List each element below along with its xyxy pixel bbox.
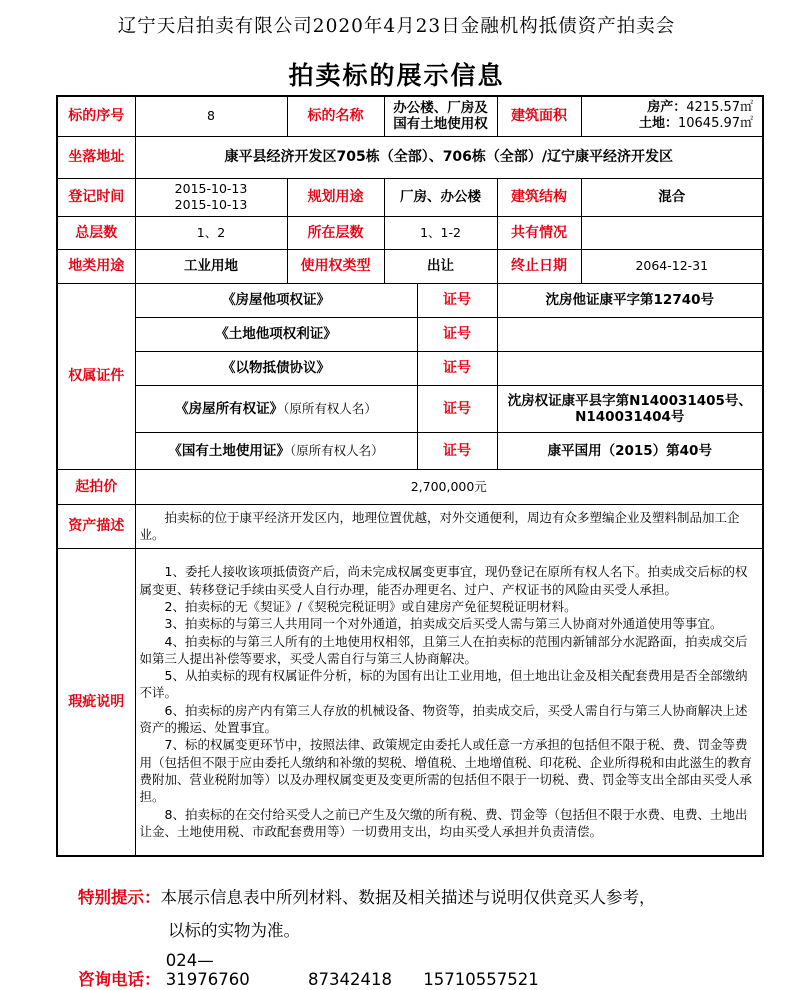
phone-label: 咨询电话：: [78, 970, 161, 989]
land-area-label: 土地：: [638, 116, 678, 132]
house-area-value: 4215.57㎡: [686, 100, 754, 116]
start-price-value: 2,700,000元: [135, 469, 763, 504]
notice-line-2: 以标的实物为准。: [168, 921, 300, 940]
area-values: [581, 96, 763, 136]
land-area: [585, 116, 760, 132]
land-use-label: 地类用途: [57, 249, 135, 283]
house-area-label: 房产：: [647, 100, 687, 116]
special-notice: [78, 884, 656, 908]
cert-name: 《以物抵债协议》: [135, 351, 417, 385]
shared-label: 共有情况: [497, 216, 581, 249]
cert-owner-note: （原所有权人名）: [283, 400, 377, 416]
cert-name: 《房屋他项权证》: [135, 283, 417, 317]
reg-time-label: 登记时间: [57, 178, 135, 216]
cert-no-label: 证号: [417, 351, 497, 385]
lot-info-table: [56, 95, 764, 857]
cert-no-value: [497, 351, 763, 385]
usage-label: 规划用途: [287, 178, 384, 216]
lot-no-value: 8: [135, 96, 287, 136]
page-title: 拍卖标的展示信息: [288, 61, 505, 90]
land-use-value: 工业用地: [135, 249, 287, 283]
table-row: [57, 216, 763, 249]
table-row: [57, 96, 763, 136]
cert-name: [135, 432, 417, 469]
end-date-label: 终止日期: [497, 249, 581, 283]
cert-owner-note: （原所有权人名）: [289, 442, 384, 458]
certs-label: 权属证件: [57, 283, 135, 469]
lot-name-label: 标的名称: [287, 96, 384, 136]
cert-no-value: 康平国用（2015）第40号: [497, 432, 763, 469]
location-label: 坐落地址: [57, 136, 135, 178]
land-area-value: 10645.97㎡: [677, 116, 754, 132]
defects-label: 瑕疵说明: [57, 548, 135, 856]
table-row: [57, 504, 763, 548]
defects-content: [135, 548, 763, 856]
reg-time-2: 2015-10-13: [174, 197, 248, 212]
notice-label: 特别提示：: [78, 888, 161, 907]
defect-item: 6、拍卖标的房产内有第三人存放的机械设备、物资等，拍卖成交后，买受人需自行与第三人协商解决上述资产的搬运、处置事宜。: [139, 702, 748, 736]
shared-value: [581, 216, 763, 249]
defect-item: 3、拍卖标的与第三人共用同一个对外通道，拍卖成交后买受人需与第三人协商对外通道使用等事宜。: [164, 616, 723, 632]
reg-time-value: [135, 178, 287, 216]
right-type-label: 使用权类型: [287, 249, 384, 283]
cert-no-label: 证号: [417, 432, 497, 469]
cert-no-line-2: N140031404号: [575, 408, 685, 425]
usage-value: 厂房、办公楼: [384, 178, 497, 216]
floors-value: 1、2: [135, 216, 287, 249]
defect-item: 1、委托人接收该项抵债资产后，尚未完成权属变更事宜，现仍登记在原所有权人名下。拍卖成交后标的权属变更、转移登记手续由买受人自行办理，能否办理更名、过户、产权证书的风险由买受人承担。: [139, 564, 748, 597]
table-row: [57, 136, 763, 178]
cert-name: [135, 385, 417, 432]
floor-label: 所在层数: [287, 216, 384, 249]
table-row: [57, 469, 763, 504]
cert-title: 《房屋所有权证》: [175, 400, 284, 417]
defect-item: 7、标的权属变更环节中，按照法律、政策规定由委托人或任意一方承担的包括但不限于税、费、罚金等费用（包括但不限于应由委托人缴纳和补缴的契税、增值税、土地增值税、印花税、企业所得税和由此滋生的教育费附加、营业税附加等）以及办理权属变更及变更所需的包括但不限于一切税、费、罚金等支出全部由买受人承担。: [139, 737, 753, 805]
table-row: [57, 249, 763, 283]
cert-no-value: [497, 317, 763, 351]
reg-time-1: 2015-10-13: [174, 181, 248, 196]
table-row: [57, 178, 763, 216]
defect-item: 5、从拍卖标的现有权属证件分析，标的为国有出让工业用地，但土地出让金及相关配套费用是否全部缴纳不详。: [139, 668, 748, 701]
lot-no-label: 标的序号: [57, 96, 135, 136]
contact-phones: [78, 951, 539, 990]
cert-no-label: 证号: [417, 317, 497, 351]
structure-label: 建筑结构: [497, 178, 581, 216]
asset-desc-text: 拍卖标的位于康平经济开发区内，地理位置优越，对外交通便利，周边有众多塑编企业及塑料制品加工企业。: [139, 509, 740, 542]
asset-desc-label: 资产描述: [57, 504, 135, 548]
notice-line-1: 本展示信息表中所列材料、数据及相关描述与说明仅供竞买人参考，: [160, 888, 656, 907]
structure-value: 混合: [581, 178, 763, 216]
floors-label: 总层数: [57, 216, 135, 249]
end-date-value: 2064-12-31: [581, 249, 763, 283]
cert-no-value: 沈房他证康平字第12740号: [497, 283, 763, 317]
asset-desc-value: [135, 504, 763, 548]
table-row: [57, 317, 763, 351]
defect-item: 4、拍卖标的与第三人所有的土地使用权相邻，且第三人在拍卖标的范围内新铺部分水泥路面，拍卖成交后如第三人提出补偿等要求，买受人需自行与第三人协商解决。: [139, 633, 748, 666]
phone-number: 024—31976760: [165, 951, 250, 989]
area-label: 建筑面积: [497, 96, 581, 136]
right-type-value: 出让: [384, 249, 497, 283]
cert-name: 《土地他项权利证》: [135, 317, 417, 351]
cert-no-value: [497, 385, 763, 432]
location-value: 康平县经济开发区705栋（全部）、706栋（全部）/辽宁康平经济开发区: [135, 136, 763, 178]
start-price-label: 起拍价: [57, 469, 135, 504]
table-row: [57, 351, 763, 385]
house-area: [585, 100, 760, 116]
defect-item: 2、拍卖标的无《契证》/《契税完税证明》或自建房产免征契税证明材料。: [164, 598, 577, 614]
lot-name-value: 办公楼、厂房及国有土地使用权: [384, 96, 497, 136]
auction-company-title: 辽宁天启拍卖有限公司2020年4月23日金融机构抵债资产拍卖会: [117, 16, 676, 37]
phone-number: 15710557521: [423, 970, 539, 989]
cert-no-line-1: 沈房权证康平县字第N140031405号、: [507, 392, 752, 409]
table-row: [57, 548, 763, 856]
cert-no-label: 证号: [417, 283, 497, 317]
floor-value: 1、1-2: [384, 216, 497, 249]
table-row: [57, 283, 763, 317]
table-row: [57, 385, 763, 432]
defect-item: 8、拍卖标的在交付给买受人之前已产生及欠缴的所有税、费、罚金等（包括但不限于水费、电费、土地出让金、土地使用税、市政配套费用等）一切费用支出，均由买受人承担并负责清偿。: [139, 806, 748, 839]
table-row: [57, 432, 763, 469]
cert-title: 《国有土地使用证》: [168, 442, 290, 459]
cert-no-label: 证号: [417, 385, 497, 432]
phone-number: 87342418: [308, 970, 392, 989]
